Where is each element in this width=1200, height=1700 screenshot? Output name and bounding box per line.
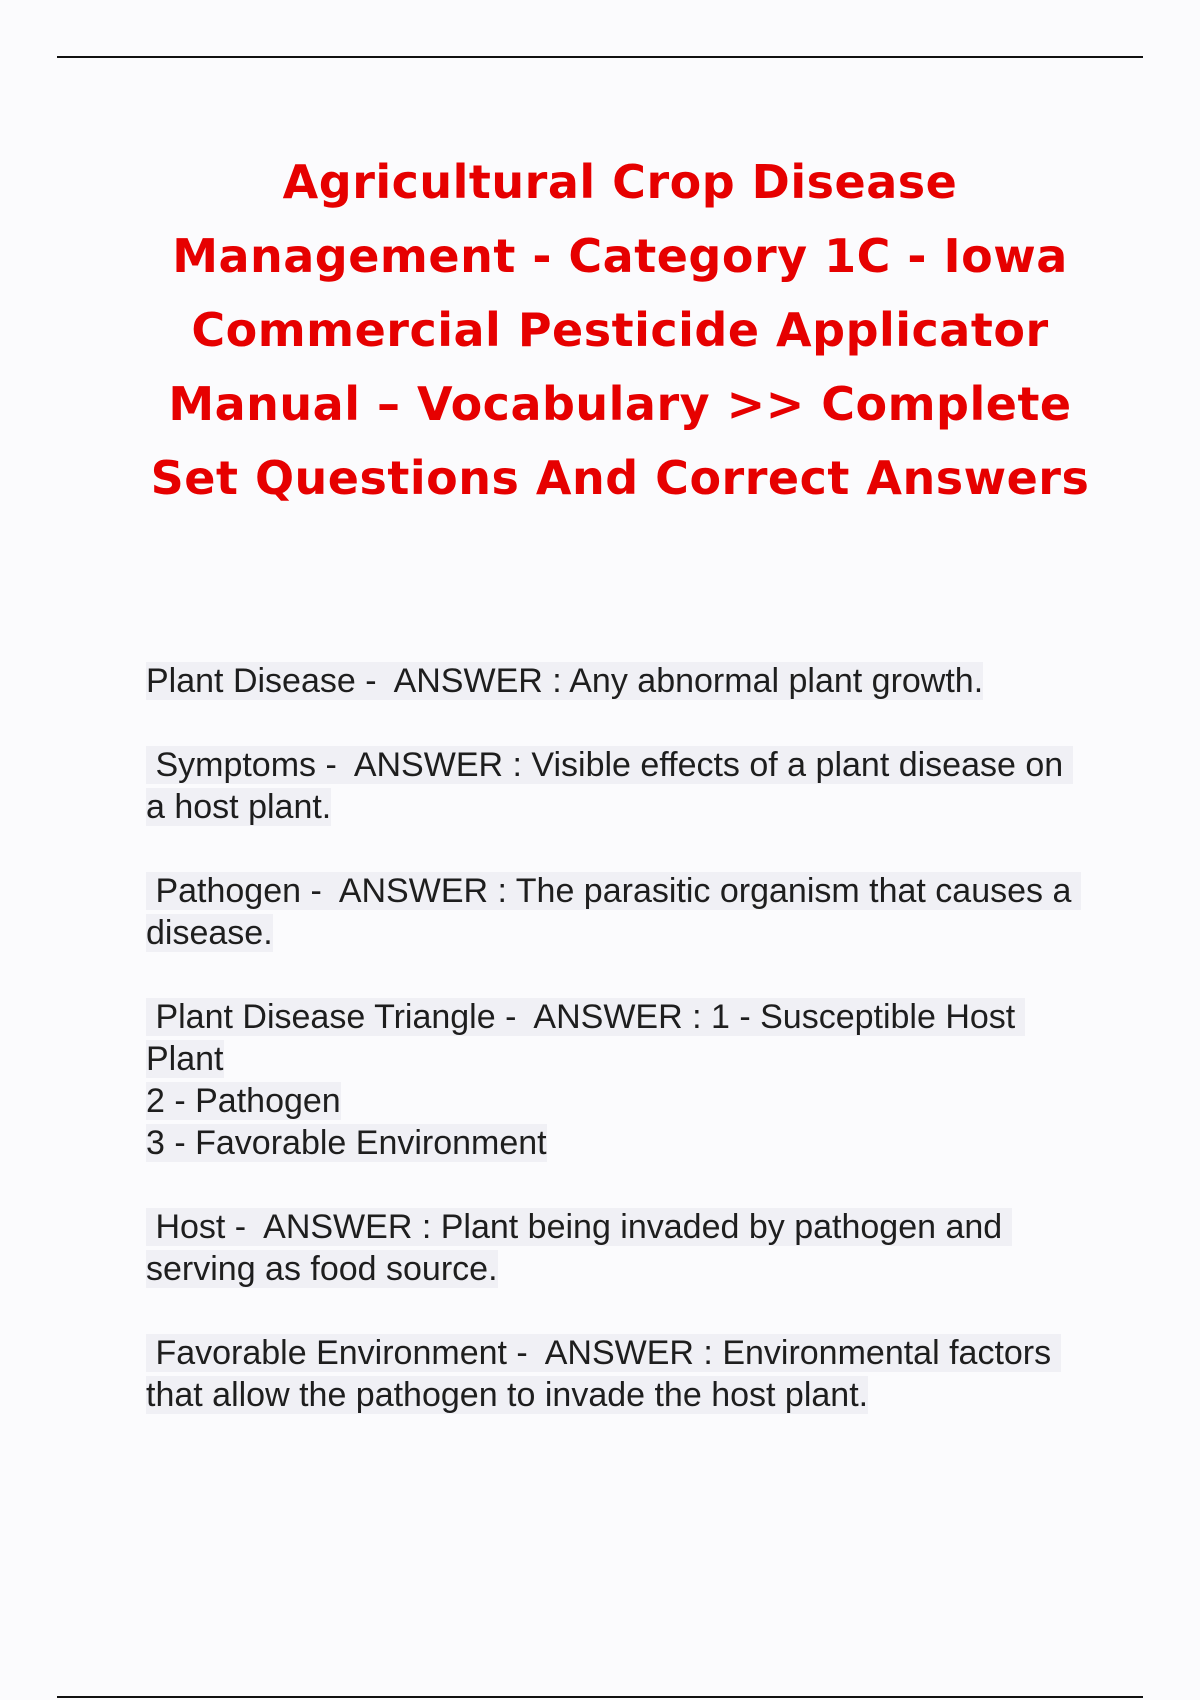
qa-text: Symptoms - ANSWER : Visible effects of a plant disease on a host plant. xyxy=(146,746,1073,826)
qa-text: Plant Disease Triangle - ANSWER : 1 - Susceptible Host Plant xyxy=(146,998,1025,1078)
qa-list xyxy=(146,660,1086,1458)
bottom-divider xyxy=(57,1696,1143,1698)
qa-item-plant-disease xyxy=(146,660,1086,702)
qa-extra-line: 3 - Favorable Environment xyxy=(146,1124,547,1162)
qa-item-symptoms xyxy=(146,744,1086,828)
qa-extra-line: 2 - Pathogen xyxy=(146,1082,341,1120)
qa-text: Pathogen - ANSWER : The parasitic organism that causes a disease. xyxy=(146,872,1081,952)
qa-text: Plant Disease - ANSWER : Any abnormal plant growth. xyxy=(146,662,984,700)
qa-item-host xyxy=(146,1206,1086,1290)
qa-item-favorable-environment xyxy=(146,1332,1086,1416)
qa-item-disease-triangle xyxy=(146,996,1086,1164)
top-divider xyxy=(57,56,1143,58)
qa-text: Host - ANSWER : Plant being invaded by pathogen and serving as food source. xyxy=(146,1208,1012,1288)
qa-item-pathogen xyxy=(146,870,1086,954)
document-title: Agricultural Crop Disease Management - Category 1C - Iowa Commercial Pesticide Applicator Manual – Vocabulary >> Complete Set Questions And Correct Answers xyxy=(150,155,1090,505)
qa-text: Favorable Environment - ANSWER : Environmental factors that allow the pathogen to invade the host plant. xyxy=(146,1334,1061,1414)
